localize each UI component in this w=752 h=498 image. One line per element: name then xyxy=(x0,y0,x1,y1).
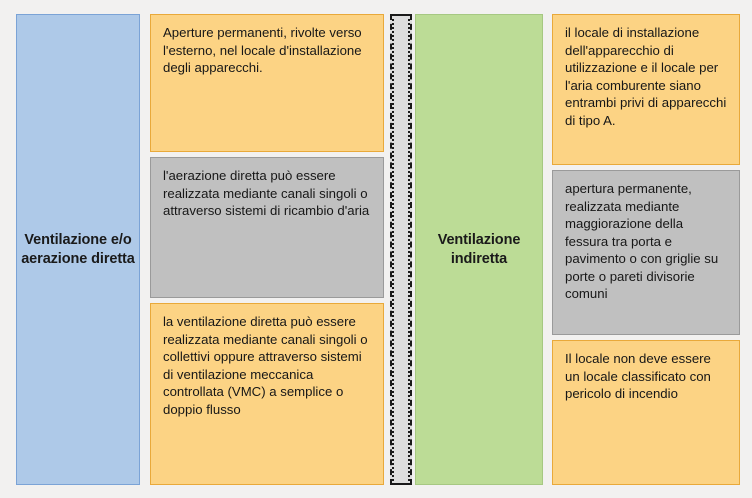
category-ventilazione-diretta-label: Ventilazione e/o aerazione diretta xyxy=(21,231,135,267)
card-locali-privi-apparecchi-tipo-a xyxy=(552,14,740,165)
category-ventilazione-indiretta-label: Ventilazione indiretta xyxy=(437,231,521,267)
card-apertura-permanente-fessura xyxy=(552,170,740,335)
card-ventilazione-diretta-vmc xyxy=(150,303,384,485)
divider-left-dash-dot-line xyxy=(392,14,394,485)
card-aperture-permanenti xyxy=(150,14,384,152)
category-ventilazione-diretta xyxy=(16,14,140,485)
card-locale-non-pericolo-incendio xyxy=(552,340,740,485)
divider-right-dash-dot-line xyxy=(408,14,410,485)
card-aperture-permanenti-text: Aperture permanenti, rivolte verso l'esterno, nel locale d'installazione degli apparecchi. xyxy=(163,25,362,76)
dash-dot-divider xyxy=(390,14,412,485)
card-aerazione-diretta-canali xyxy=(150,157,384,298)
card-locali-privi-apparecchi-tipo-a-text: il locale di installazione dell'apparecchio di utilizzazione e il locale per l'aria comburente siano entrambi privi di apparecchi di tipo A. xyxy=(565,25,727,128)
card-locale-non-pericolo-incendio-text: Il locale non deve essere un locale classificato con pericolo di incendio xyxy=(565,351,711,402)
card-aerazione-diretta-canali-text: l'aerazione diretta può essere realizzata mediante canali singoli o attraverso sistemi di ricambio d'aria xyxy=(163,168,370,219)
category-ventilazione-indiretta xyxy=(415,14,543,485)
card-apertura-permanente-fessura-text: apertura permanente, realizzata mediante maggiorazione della fessura tra porta e pavimento o con griglie su porte o pareti divisorie comuni xyxy=(565,181,719,302)
card-ventilazione-diretta-vmc-text: la ventilazione diretta può essere realizzata mediante canali singoli o collettivi oppure attraverso sistemi di ventilazione meccanica controllata (VMC) a semplice o doppio flusso xyxy=(163,314,368,417)
